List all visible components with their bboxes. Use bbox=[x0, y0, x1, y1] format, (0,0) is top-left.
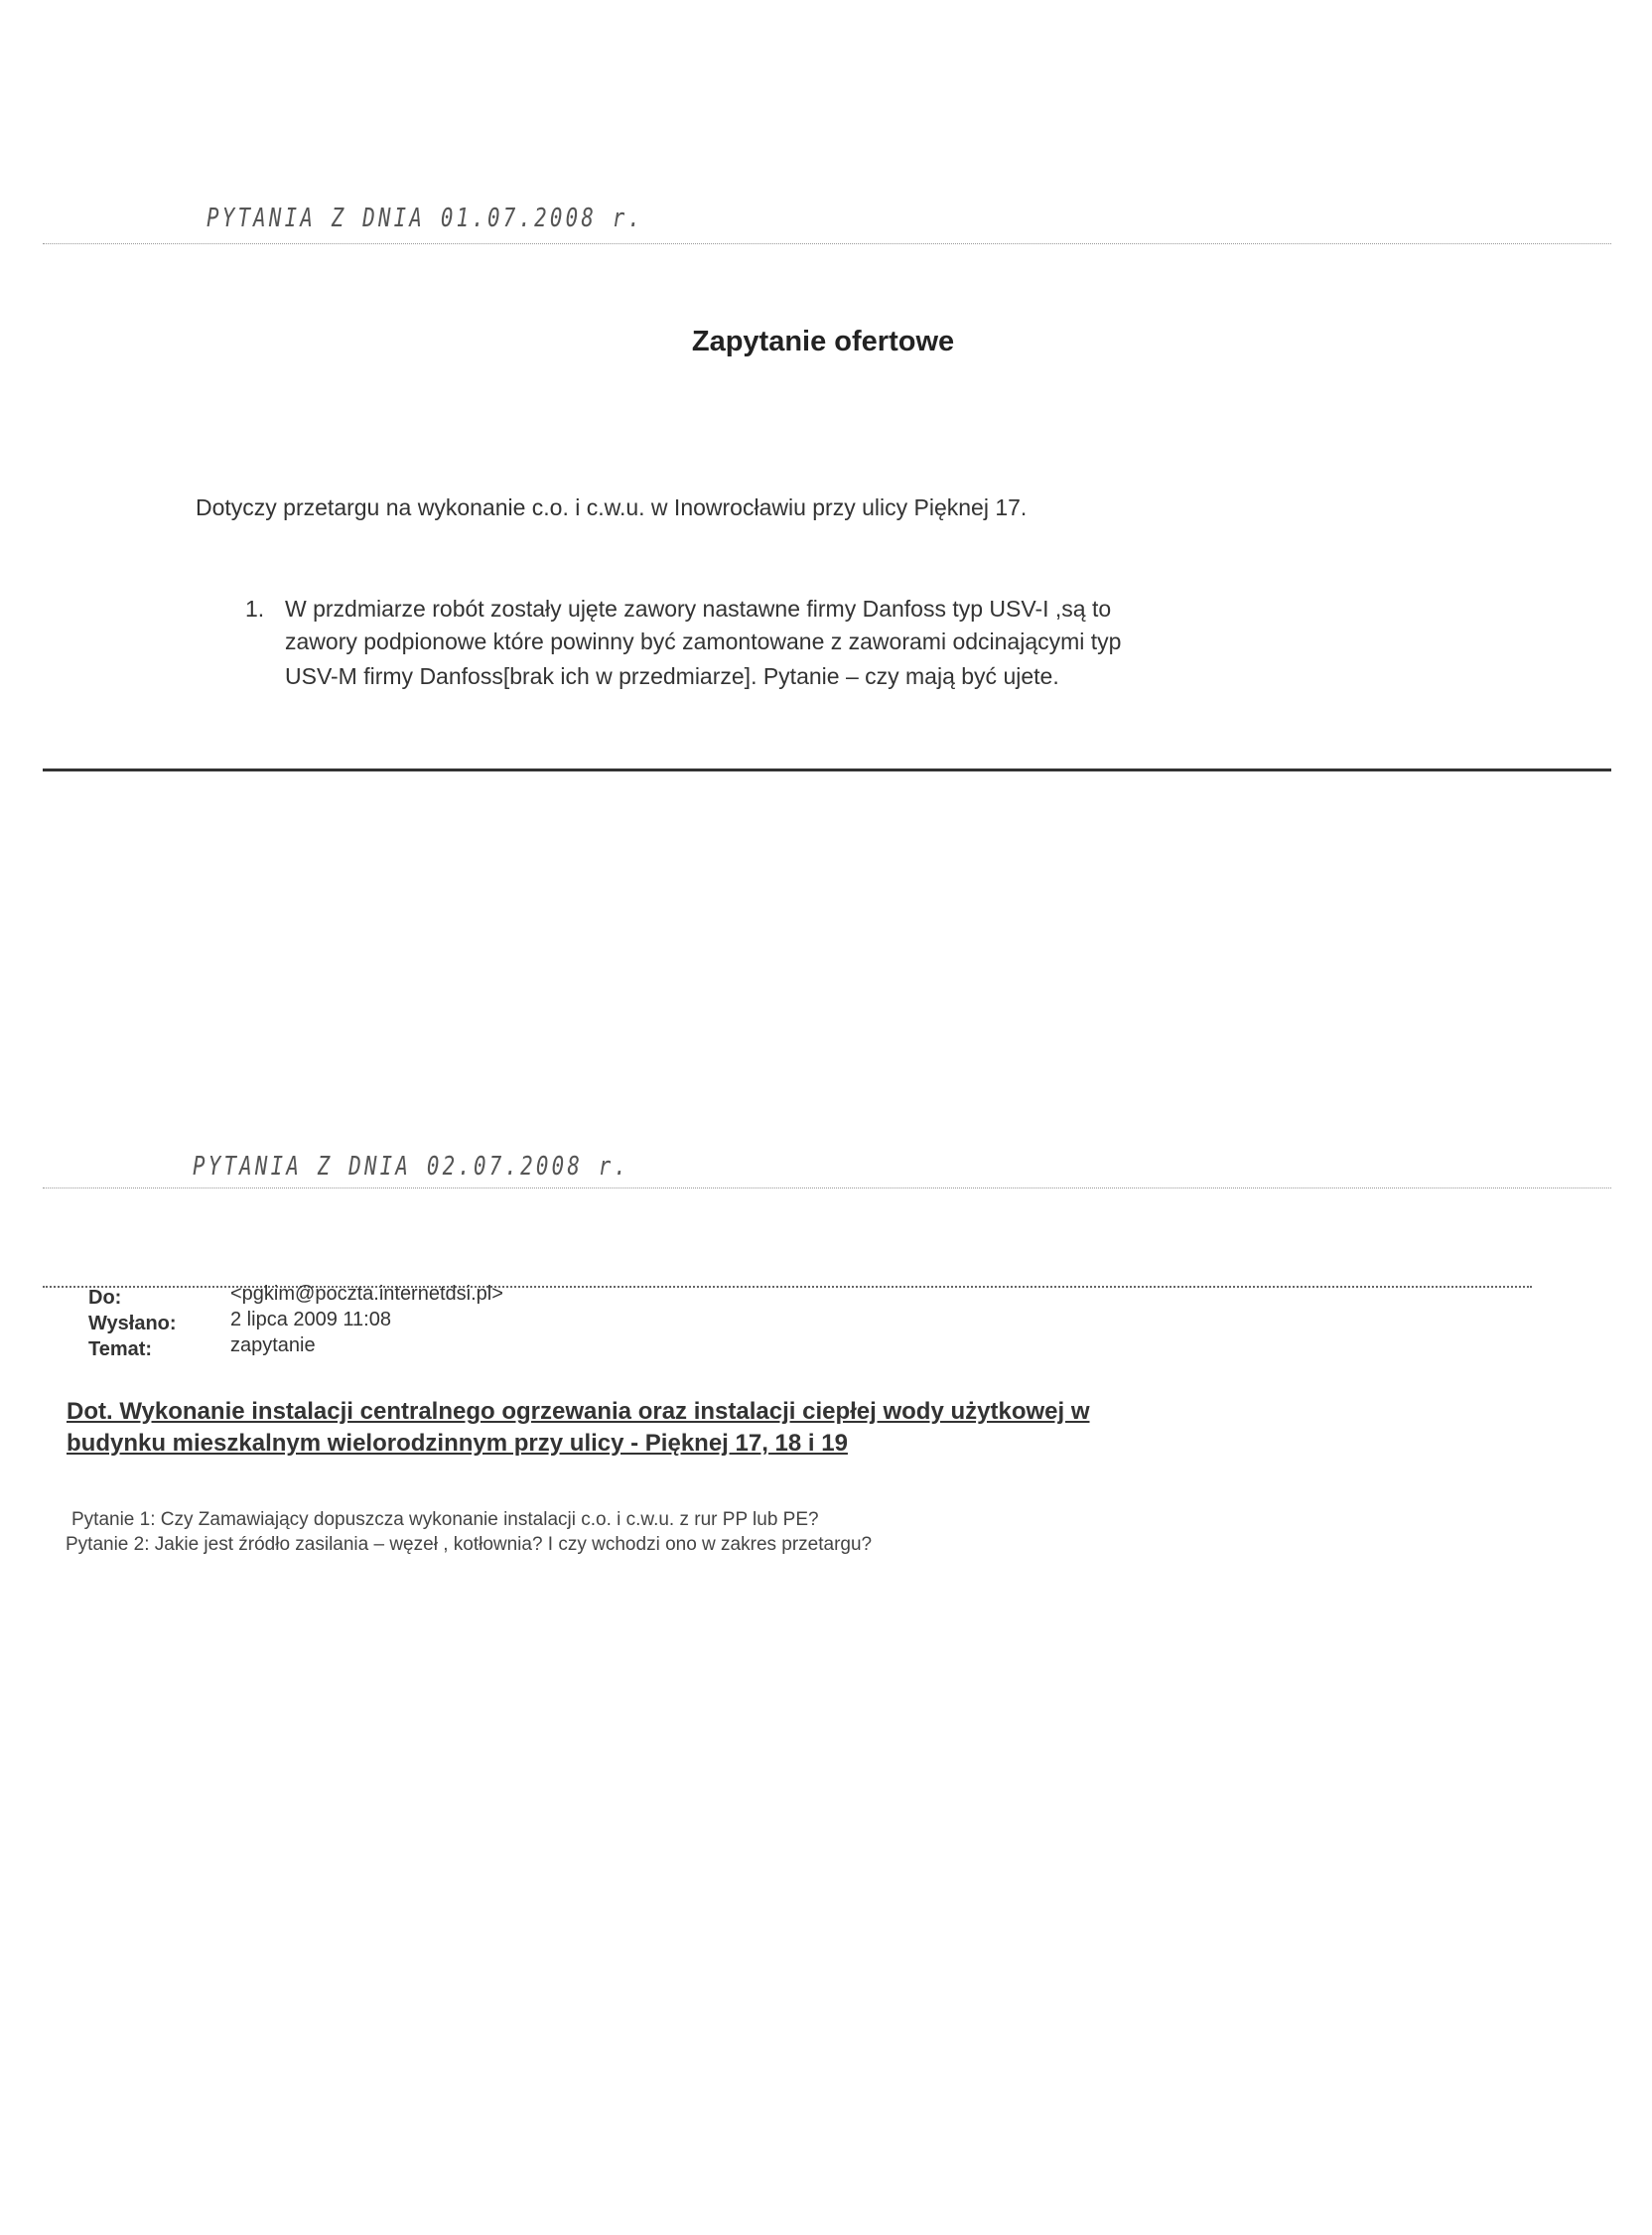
email-heading-line: budynku mieszkalnym wielorodzinnym przy ulicy - Pięknej 17, 18 i 19 bbox=[67, 1430, 848, 1457]
question-1: Pytanie 1: Czy Zamawiający dopuszcza wykonanie instalacji c.o. i c.w.u. z rur PP lub PE? bbox=[71, 1509, 819, 1530]
section-divider bbox=[43, 768, 1611, 771]
list-item-line: zawory podpionowe które powinny być zamontowane z zaworami odcinającymi typ bbox=[285, 629, 1122, 654]
list-item-line: USV-M firmy Danfoss[brak ich w przedmiarze]. Pytanie – czy mają być ujete. bbox=[285, 663, 1059, 689]
email-heading-line: Dot. Wykonanie instalacji centralnego ogrzewania oraz instalacji ciepłej wody użytkowej w bbox=[67, 1398, 1090, 1425]
question-2: Pytanie 2: Jakie jest źródło zasilania – węzeł , kotłownia? I czy wchodzi ono w zakres przetargu? bbox=[66, 1534, 873, 1555]
sent-label: Wysłano: bbox=[88, 1313, 177, 1334]
subject-line: Dotyczy przetargu na wykonanie c.o. i c.w.u. w Inowrocławiu przy ulicy Pięknej 17. bbox=[196, 494, 1028, 520]
to-value: <pgkim@poczta.internetdsi.pl> bbox=[230, 1283, 503, 1305]
list-number: 1. bbox=[245, 596, 265, 622]
sent-value: 2 lipca 2009 11:08 bbox=[230, 1309, 391, 1330]
handwritten-note: PYTANIA Z DNIA 02.07.2008 r. bbox=[193, 1152, 630, 1182]
list-item-line: W przdmiarze robót zostały ujęte zawory nastawne firmy Danfoss typ USV-I ,są to bbox=[285, 596, 1112, 622]
dotted-rule bbox=[43, 1187, 1611, 1188]
dotted-rule bbox=[43, 243, 1611, 244]
handwritten-note: PYTANIA Z DNIA 01.07.2008 r. bbox=[206, 204, 644, 233]
subject-label: Temat: bbox=[88, 1338, 153, 1360]
to-label: Do: bbox=[88, 1287, 122, 1309]
subject-value: zapytanie bbox=[230, 1334, 316, 1356]
document-title: Zapytanie ofertowe bbox=[691, 326, 955, 357]
